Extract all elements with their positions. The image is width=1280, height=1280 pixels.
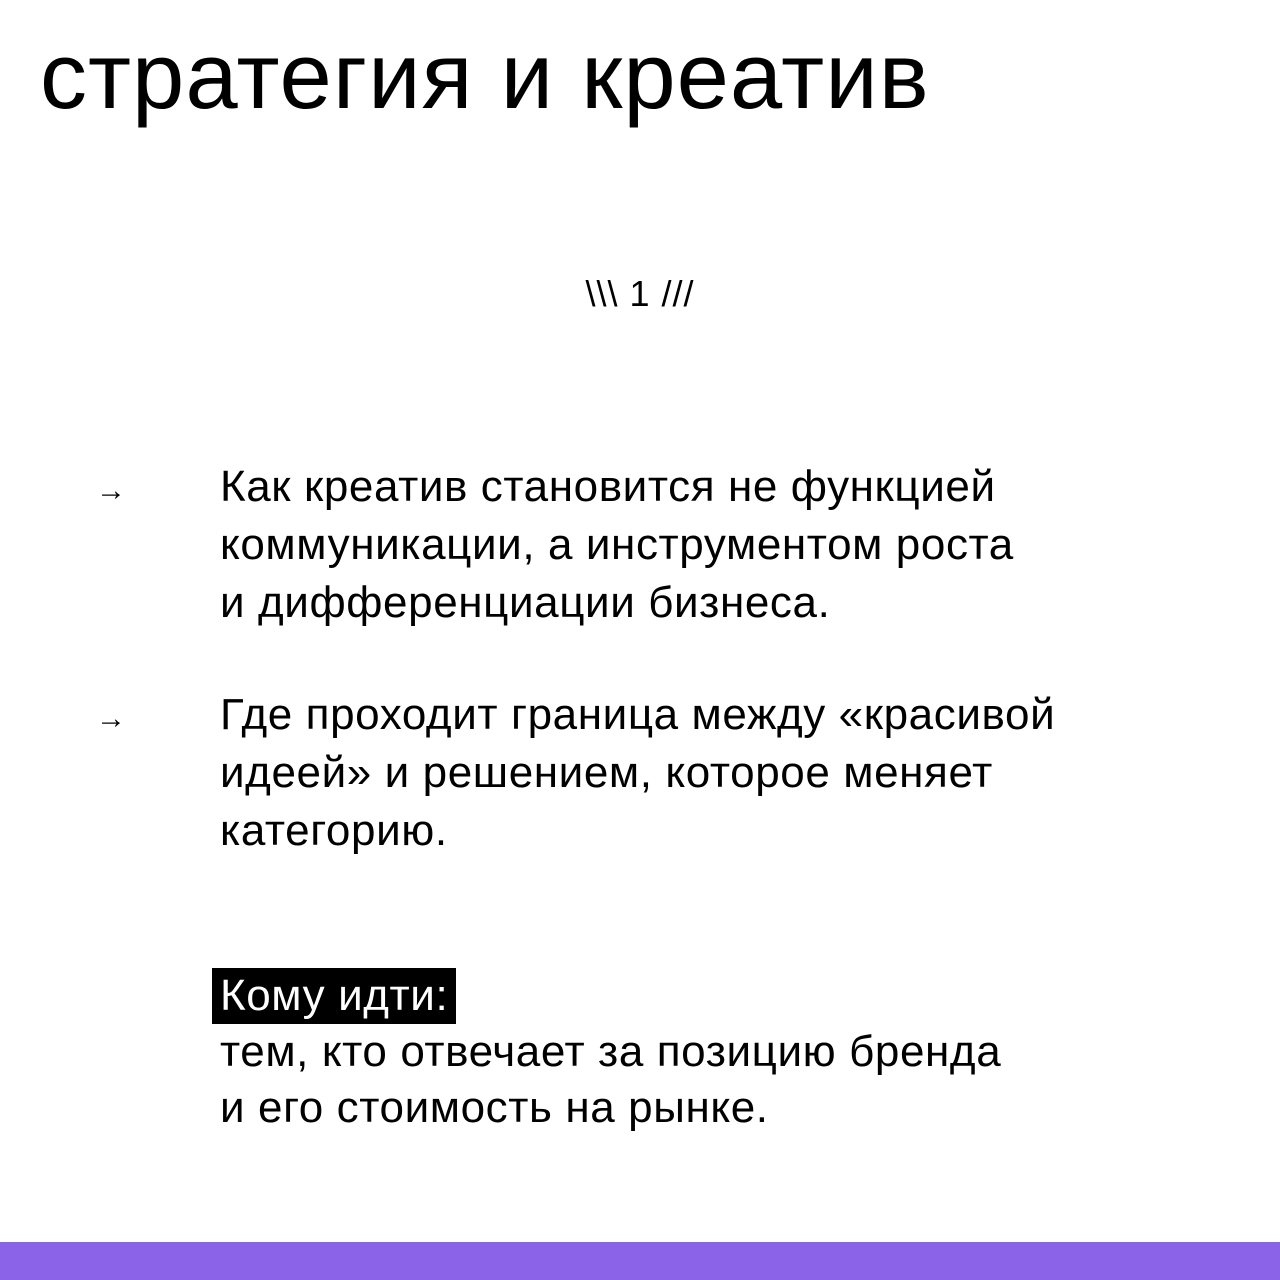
audience-line: тем, кто отвечает за позицию бренда bbox=[220, 1027, 1002, 1076]
bullet-text bbox=[220, 686, 1260, 860]
accent-bar bbox=[0, 1242, 1280, 1280]
bullet-line: и дифференциации бизнеса. bbox=[220, 578, 831, 627]
bullet-line: Как креатив становится не функцией bbox=[220, 462, 996, 511]
section-number: \\\ 1 /// bbox=[585, 273, 695, 314]
bullet-line: Где проходит граница между «красивой bbox=[220, 690, 1056, 739]
bullet-line: коммуникации, а инструментом роста bbox=[220, 520, 1014, 569]
audience-text bbox=[212, 1024, 1252, 1136]
page-title: стратегия и креатив bbox=[40, 23, 930, 128]
arrow-right-icon: → bbox=[96, 702, 126, 735]
bullet-line: идеей» и решением, которое меняет bbox=[220, 748, 993, 797]
audience-label: Кому идти: bbox=[212, 968, 456, 1024]
audience-line: и его стоимость на рынке. bbox=[220, 1083, 769, 1132]
bullet-text bbox=[220, 458, 1260, 632]
arrow-right-icon: → bbox=[96, 474, 126, 507]
audience-block bbox=[212, 968, 1252, 1136]
bullet-line: категорию. bbox=[220, 806, 448, 855]
